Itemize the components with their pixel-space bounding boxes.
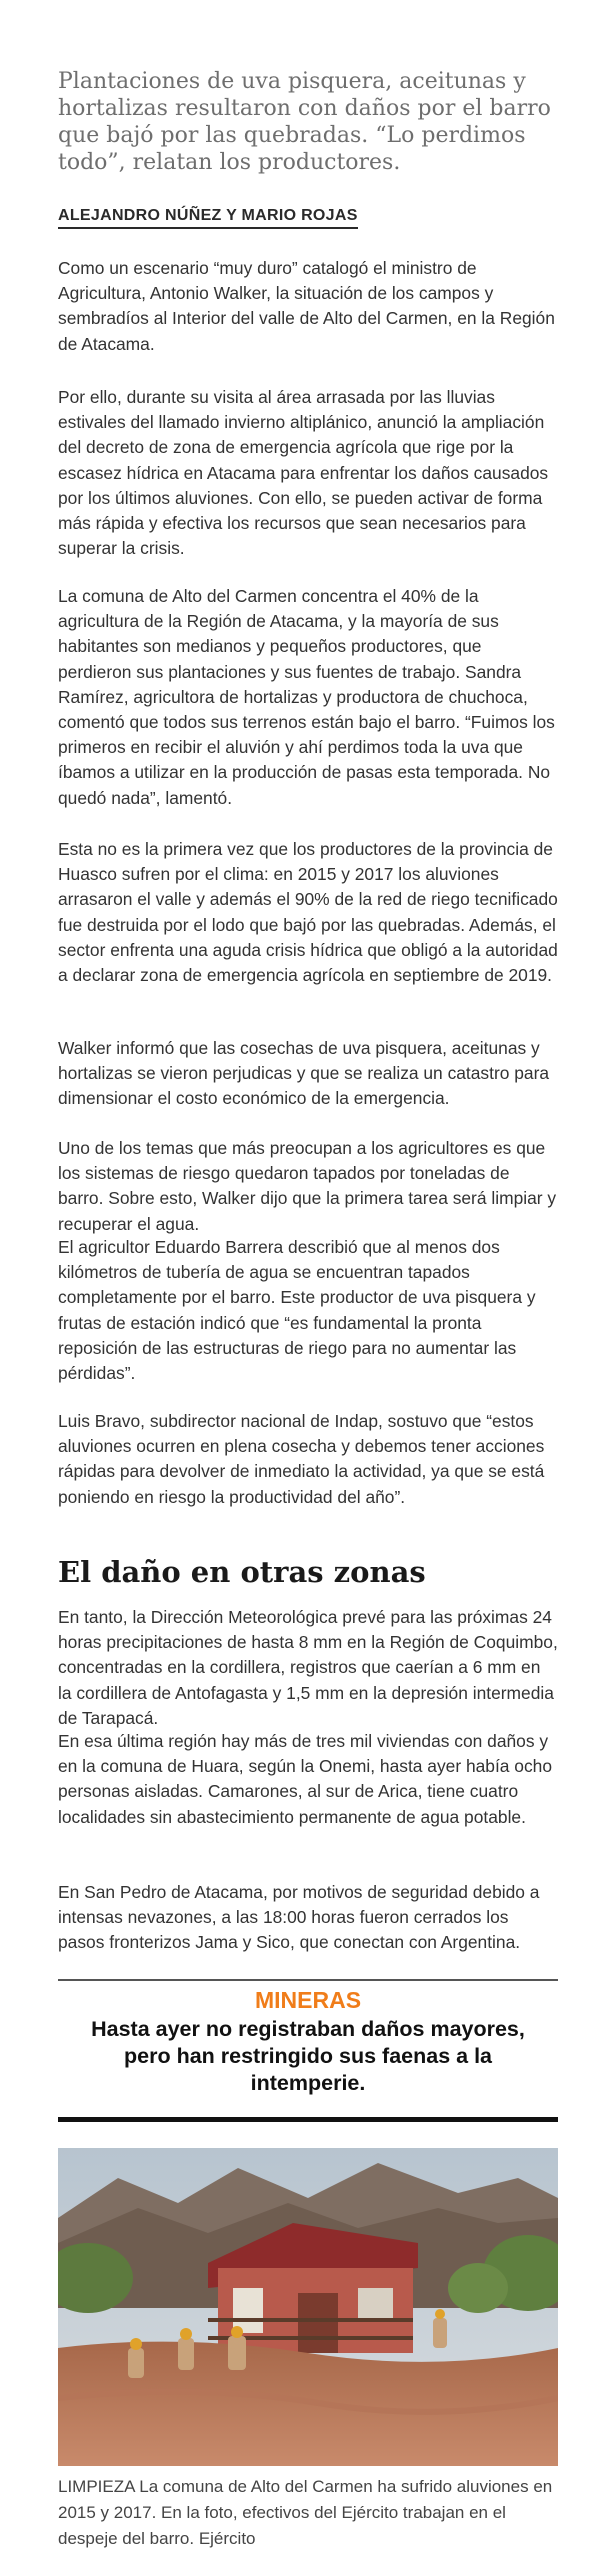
callout-top-rule — [58, 1979, 558, 1981]
article-paragraph: En San Pedro de Atacama, por motivos de seguridad debido a intensas nevazones, a las 18:00 horas fueron cerrados los pasos fronterizos Jama y Sico, que conectan con Argentina. — [58, 1882, 540, 1953]
article-paragraph: Walker informó que las cosechas de uva pisquera, aceitunas y hortalizas se vieron perjudicas y que se realiza un catastro para dimensionar el costo económico de la emergencia. — [58, 1038, 550, 1109]
article-byline: ALEJANDRO NÚÑEZ Y MARIO ROJAS — [58, 207, 358, 229]
callout-label: MINERAS — [254, 1987, 362, 2013]
article-paragraph: En esa última región hay más de tres mil viviendas con daños y en la comuna de Huara, según la Onemi, hasta ayer había ocho personas aisladas. Camarones, al sur de Arica, tiene cuatro localidades sin abastecimiento permanente de agua potable. — [58, 1731, 553, 1827]
article-lead: Plantaciones de uva pisquera, aceitunas y hortalizas resultaron con daños por el barro que bajó por las quebradas. “Lo perdimos todo”, relatan los productores. — [58, 69, 551, 175]
article-paragraph: En tanto, la Dirección Meteorológica prevé para las próximas 24 horas precipitaciones de hasta 8 mm en la Región de Coquimbo, concentradas en la cordillera, registros que caerían a 6 mm en la cordillera de Antofagasta y 1,5 mm en la depresión intermedia de Tarapacá. — [58, 1607, 558, 1728]
callout-bottom-rule — [58, 2117, 558, 2122]
article-paragraph: Luis Bravo, subdirector nacional de Indap, sostuvo que “estos aluviones ocurren en plena cosecha y debemos tener acciones rápidas para devolver de inmediato la actividad, ya que se está poniendo en riesgo la productividad del año”. — [58, 1411, 545, 1507]
article-subhead: El daño en otras zonas — [58, 1555, 426, 1589]
photo-caption: LIMPIEZA La comuna de Alto del Carmen ha sufrido aluviones en 2015 y 2017. En la foto, efectivos del Ejército trabajan en el despeje del barro. Ejército — [58, 2477, 553, 2548]
article-paragraph: Por ello, durante su visita al área arrasada por las lluvias estivales del llamado invierno altiplánico, anunció la ampliación del decreto de zona de emergencia agrícola que rige por la escasez hídrica en Atacama para enfrentar los daños causados por los últimos aluviones. Con ello, se pueden activar de forma más rápida y efectiva los recursos que sean necesarios para superar la crisis. — [58, 387, 549, 559]
callout-text: Hasta ayer no registraban daños mayores, pero han restringido sus faenas a la intemperie. — [91, 2017, 525, 2095]
photo-illustration — [58, 2148, 558, 2466]
article-paragraph: El agricultor Eduardo Barrera describió que al menos dos kilómetros de tubería de agua se encuentran tapados completamente por el barro. Este productor de uva pisquera y frutas de estación indicó que “es fundamental la pronta reposición de las estructuras de riego para no aumentar las pérdidas”. — [58, 1237, 536, 1384]
article-paragraph: Como un escenario “muy duro” catalogó el ministro de Agricultura, Antonio Walker, la situación de los campos y sembradíos al Interior del valle de Alto del Carmen, en la Región de Atacama. — [58, 258, 555, 354]
article-paragraph: Esta no es la primera vez que los productores de la provincia de Huasco sufren por el clima: en 2015 y 2017 los aluviones arrasaron el valle y además el 90% de la red de riego tecnificado fue destruida por el lodo que bajó por las quebradas. Además, el sector enfrenta una aguda crisis hídrica que obligó a la autoridad a declarar zona de emergencia agrícola en septiembre de 2019. — [58, 839, 558, 986]
article-paragraph: La comuna de Alto del Carmen concentra el 40% de la agricultura de la Región de Atacama, y la mayoría de sus habitantes son medianos y pequeños productores, que perdieron sus plantaciones y sus fuentes de trabajo. Sandra Ramírez, agricultora de hortalizas y productora de chuchoca, comentó que todos sus terrenos están bajo el barro. “Fuimos los primeros en recibir el aluvión y ahí perdimos toda la uva que íbamos a utilizar en la producción de pasas esta temporada. No quedó nada”, lamentó. — [58, 586, 555, 808]
byline-wrap — [58, 207, 558, 229]
article-photo — [58, 2148, 558, 2466]
article-paragraph: Uno de los temas que más preocupan a los agricultores es que los sistemas de riesgo quedaron tapados por toneladas de barro. Sobre esto, Walker dijo que la primera tarea será limpiar y recuperar el agua. — [58, 1138, 557, 1234]
